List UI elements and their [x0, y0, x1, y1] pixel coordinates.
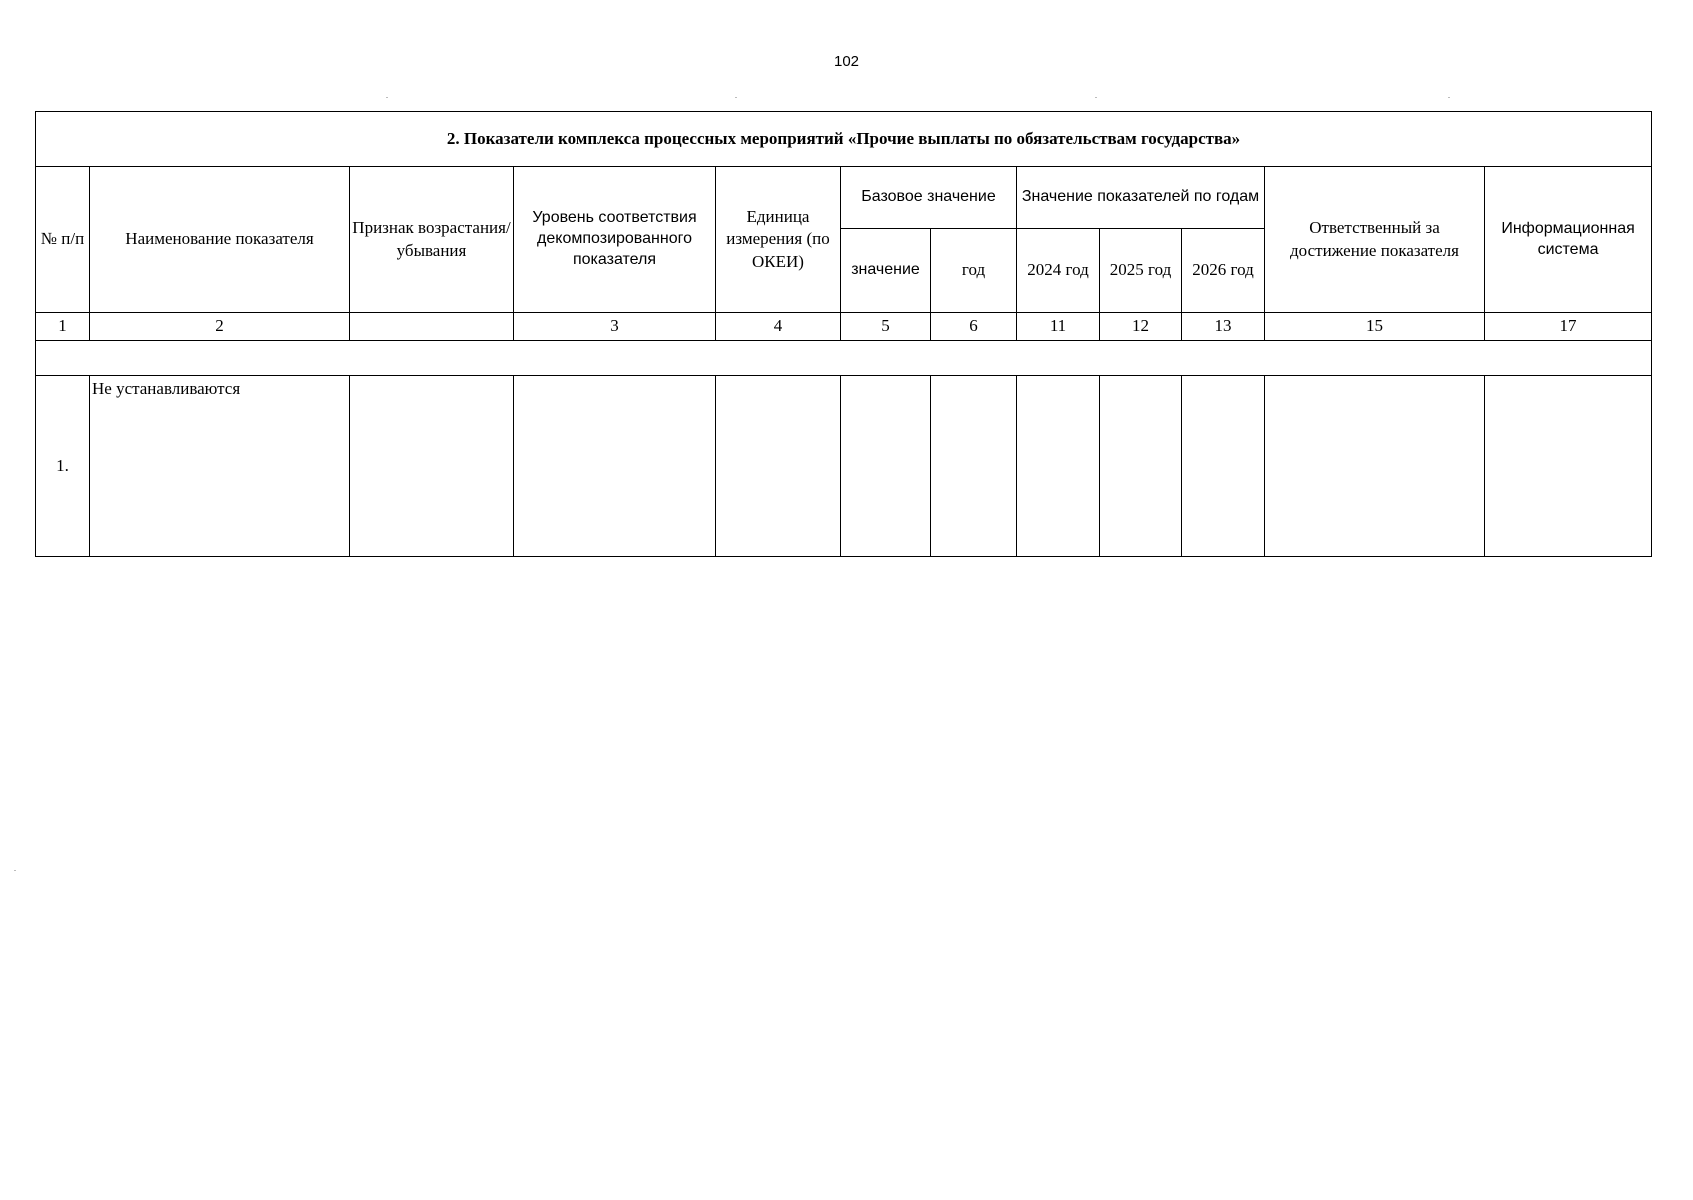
indicators-table — [35, 111, 1652, 557]
column-number — [350, 313, 514, 341]
column-number: 2 — [90, 313, 350, 341]
separator-row — [36, 341, 1652, 376]
column-number: 3 — [514, 313, 716, 341]
header-trend: Признак возрастания/ убывания — [350, 167, 514, 313]
row-cell-empty — [1017, 376, 1100, 557]
column-number: 4 — [716, 313, 841, 341]
row-cell-empty — [841, 376, 931, 557]
row-cell-empty — [1182, 376, 1265, 557]
row-cell-empty — [1265, 376, 1485, 557]
column-number: 15 — [1265, 313, 1485, 341]
column-number: 5 — [841, 313, 931, 341]
row-name: Не устанавливаются — [90, 376, 350, 557]
column-number: 17 — [1485, 313, 1652, 341]
header-by-years: Значение показателей по годам — [1017, 167, 1265, 229]
row-cell-empty — [1100, 376, 1182, 557]
header-year-2026: 2026 год — [1182, 229, 1265, 313]
table-row — [36, 376, 1652, 557]
header-num: № п/п — [36, 167, 90, 313]
column-number: 13 — [1182, 313, 1265, 341]
header-year-2024: 2024 год — [1017, 229, 1100, 313]
row-number: 1. — [36, 376, 90, 557]
indicators-table-container — [35, 111, 1651, 557]
row-cell-empty — [514, 376, 716, 557]
column-number: 11 — [1017, 313, 1100, 341]
header-base-value: значение — [841, 229, 931, 313]
row-cell-empty — [350, 376, 514, 557]
column-number: 12 — [1100, 313, 1182, 341]
page-number: 102 — [833, 53, 860, 70]
header-info-system: Информационная система — [1485, 167, 1652, 313]
header-name: Наименование показателя — [90, 167, 350, 313]
column-number: 6 — [931, 313, 1017, 341]
table-title: 2. Показатели комплекса процессных мероприятий «Прочие выплаты по обязательствам государства» — [36, 112, 1652, 167]
header-unit: Единица измерения (по ОКЕИ) — [716, 167, 841, 313]
row-cell-empty — [716, 376, 841, 557]
header-base: Базовое значение — [841, 167, 1017, 229]
column-number: 1 — [36, 313, 90, 341]
header-level: Уровень соответствия декомпозированного показателя — [514, 167, 716, 313]
header-year-2025: 2025 год — [1100, 229, 1182, 313]
row-cell-empty — [1485, 376, 1652, 557]
header-base-year: год — [931, 229, 1017, 313]
header-responsible: Ответственный за достижение показателя — [1265, 167, 1485, 313]
row-cell-empty — [931, 376, 1017, 557]
